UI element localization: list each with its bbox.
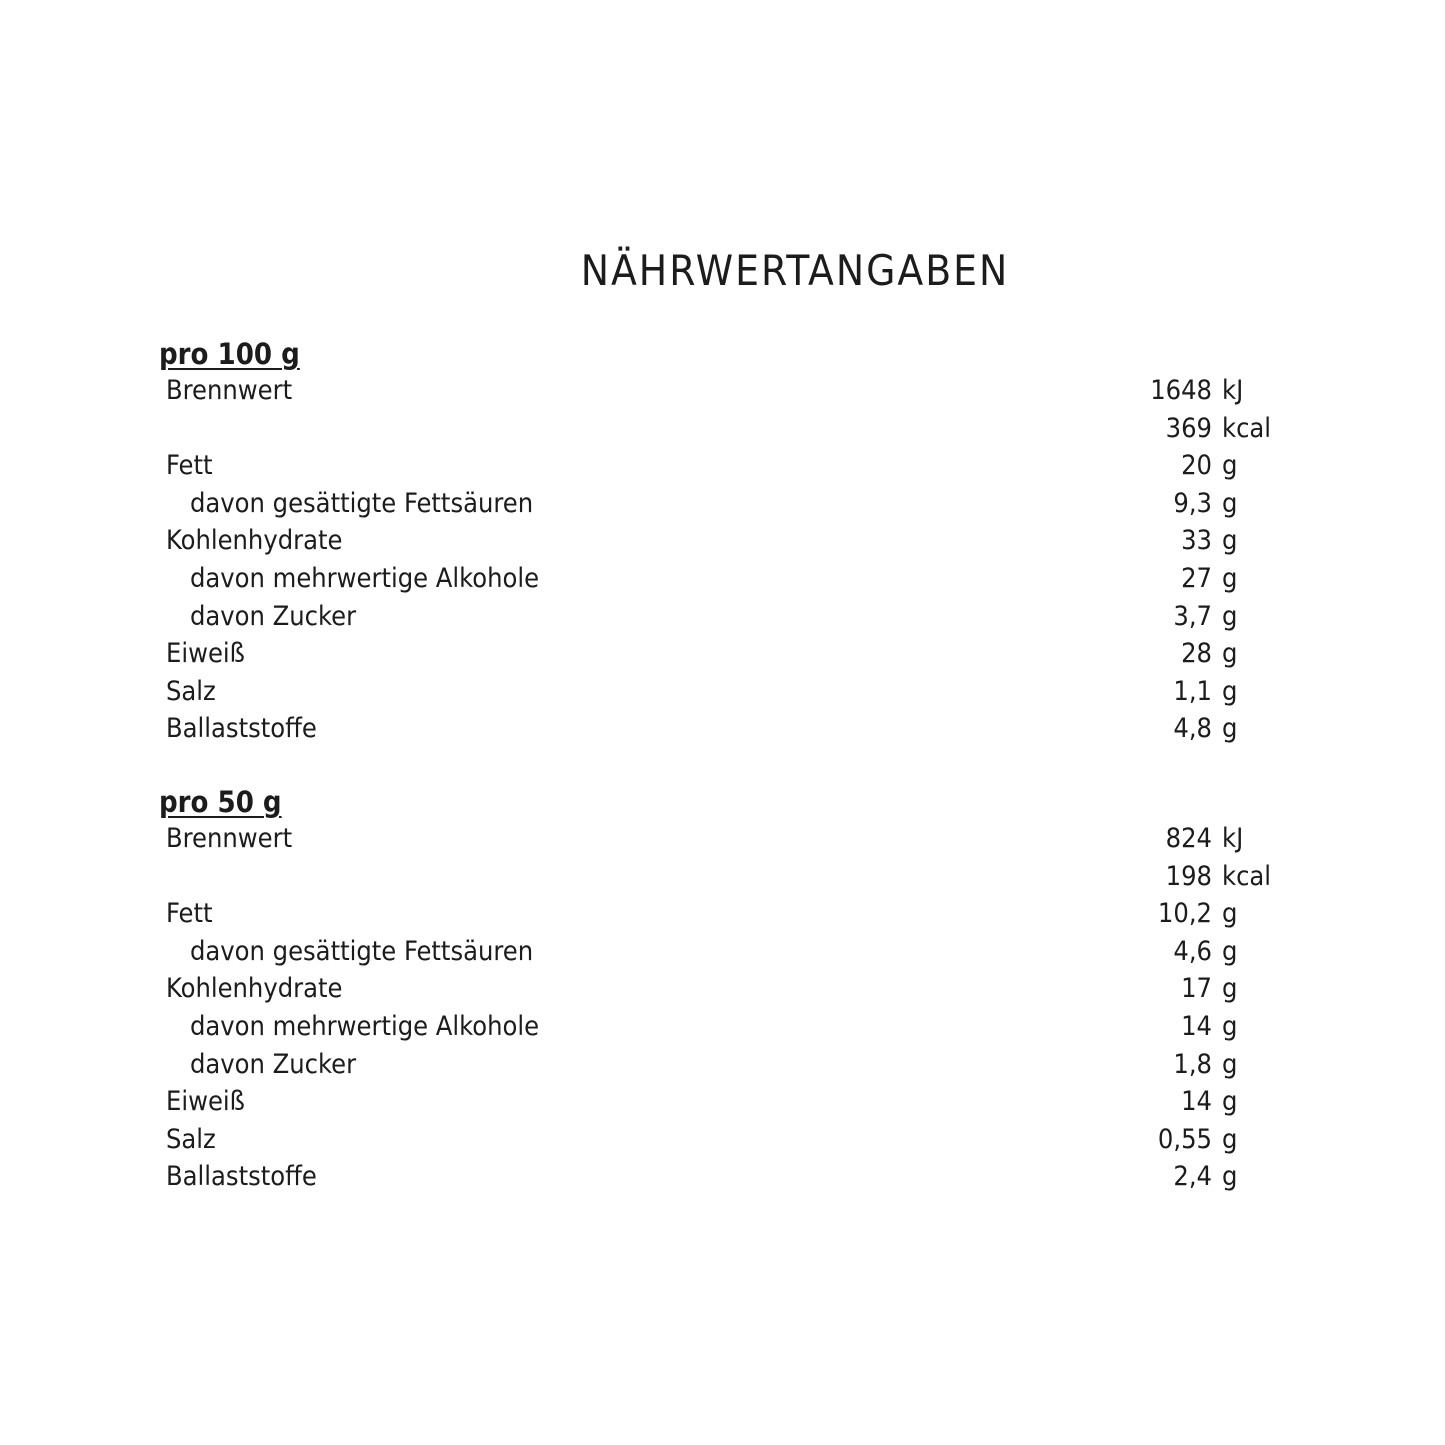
nutrient-label: Brennwert xyxy=(166,823,293,854)
table-row xyxy=(0,673,1445,711)
nutrient-unit: kcal xyxy=(1222,860,1272,892)
nutrient-label: davon gesättigte Fettsäuren xyxy=(190,487,534,519)
nutrient-value: 369 xyxy=(1165,412,1212,444)
nutrient-unit: g xyxy=(1222,1123,1238,1155)
nutrient-value: 17 xyxy=(1181,973,1212,1005)
nutrient-unit: g xyxy=(1222,675,1238,707)
nutrient-label: Kohlenhydrate xyxy=(166,525,343,557)
nutrient-value: 33 xyxy=(1181,525,1212,557)
nutrient-unit: kcal xyxy=(1222,412,1272,444)
table-row xyxy=(0,522,1445,560)
nutrient-value: 9,3 xyxy=(1173,487,1212,519)
table-row xyxy=(0,1083,1445,1121)
nutrient-unit: g xyxy=(1222,1086,1238,1118)
table-row xyxy=(0,372,1445,410)
table-row xyxy=(0,1008,1445,1046)
nutrient-value: 824 xyxy=(1165,823,1212,854)
nutrient-unit: g xyxy=(1222,1011,1238,1042)
page-title: NÄHRWERTANGABEN xyxy=(580,246,1010,295)
nutrient-value: 1,8 xyxy=(1173,1048,1212,1080)
nutrient-unit: g xyxy=(1222,935,1238,967)
section-heading: pro 100 g xyxy=(159,337,300,371)
nutrient-value: 4,6 xyxy=(1173,935,1212,967)
nutrient-unit: g xyxy=(1222,638,1238,670)
table-row xyxy=(0,560,1445,598)
nutrient-label: Fett xyxy=(166,898,213,930)
table-row xyxy=(0,410,1445,448)
nutrient-value: 1,1 xyxy=(1173,675,1212,707)
nutrient-value: 1648 xyxy=(1150,375,1212,406)
nutrient-unit: g xyxy=(1222,1048,1238,1080)
nutrient-unit: g xyxy=(1222,898,1238,930)
table-row xyxy=(0,710,1445,748)
nutrient-unit: g xyxy=(1222,600,1238,632)
table-row xyxy=(0,970,1445,1008)
table-row xyxy=(0,820,1445,858)
nutrient-unit: g xyxy=(1222,487,1238,519)
table-row xyxy=(0,933,1445,971)
nutrient-label: davon mehrwertige Alkohole xyxy=(190,563,540,594)
nutrient-label: Salz xyxy=(166,675,216,707)
nutrient-unit: g xyxy=(1222,450,1238,482)
nutrient-unit: g xyxy=(1222,973,1238,1005)
table-row xyxy=(0,635,1445,673)
table-row xyxy=(0,1158,1445,1196)
nutrient-label: Kohlenhydrate xyxy=(166,973,343,1005)
nutrient-value: 198 xyxy=(1165,860,1212,892)
table-row xyxy=(0,1121,1445,1159)
table-row xyxy=(0,1046,1445,1084)
nutrient-label: davon mehrwertige Alkohole xyxy=(190,1011,540,1042)
nutrient-value: 4,8 xyxy=(1173,713,1212,745)
nutrient-unit: g xyxy=(1222,525,1238,557)
nutrient-value: 10,2 xyxy=(1157,898,1212,930)
table-row xyxy=(0,485,1445,523)
nutrient-label: Fett xyxy=(166,450,213,482)
nutrient-label: Ballaststoffe xyxy=(166,713,317,745)
nutrient-value: 0,55 xyxy=(1157,1123,1212,1155)
nutrient-value: 2,4 xyxy=(1173,1161,1212,1193)
nutrient-value: 14 xyxy=(1181,1011,1212,1042)
nutrient-value: 28 xyxy=(1181,638,1212,670)
table-row xyxy=(0,858,1445,896)
section-heading: pro 50 g xyxy=(159,785,282,819)
nutrient-value: 3,7 xyxy=(1173,600,1212,632)
nutrient-label: Salz xyxy=(166,1123,216,1155)
nutrient-label: Brennwert xyxy=(166,375,293,406)
nutrient-unit: kJ xyxy=(1222,823,1244,854)
nutrient-value: 20 xyxy=(1181,450,1212,482)
nutrient-label: davon Zucker xyxy=(190,600,357,632)
nutrient-unit: g xyxy=(1222,713,1238,745)
nutrient-label: Ballaststoffe xyxy=(166,1161,317,1193)
nutrient-label: davon Zucker xyxy=(190,1048,357,1080)
nutrient-unit: g xyxy=(1222,563,1238,594)
nutrient-label: davon gesättigte Fettsäuren xyxy=(190,935,534,967)
nutrient-value: 27 xyxy=(1181,563,1212,594)
nutrient-label: Eiweiß xyxy=(166,1086,245,1118)
nutrient-unit: g xyxy=(1222,1161,1238,1193)
nutrient-value: 14 xyxy=(1181,1086,1212,1118)
table-row xyxy=(0,447,1445,485)
nutrient-label: Eiweiß xyxy=(166,638,245,670)
table-row xyxy=(0,598,1445,636)
table-row xyxy=(0,895,1445,933)
nutrient-unit: kJ xyxy=(1222,375,1244,406)
